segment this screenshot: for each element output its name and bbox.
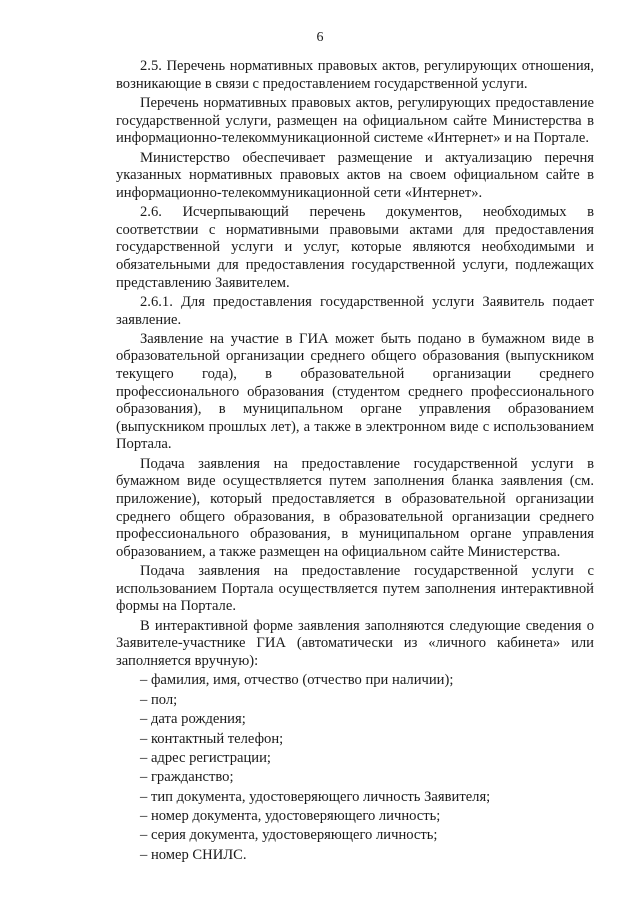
- paragraph-paper-submission: Подача заявления на предоставление государственной услуги в бумажном виде осуществляется путем заполнения бланка заявления (см. приложение), который предоставляется в образовательной организации среднего общего образования, в образовательной организации среднего профессионального образования, в муниципальном органе управления образованием, а также размещен на официальном сайте Министерства.: [116, 455, 594, 560]
- list-item: – номер СНИЛС.: [140, 846, 247, 863]
- list-item: – номер документа, удостоверяющего личность;: [140, 808, 441, 825]
- paragraph-application-submission: Заявление на участие в ГИА может быть подано в бумажном виде в образовательной организации среднего общего образования (выпускником текущего года), в образовательной организации среднего профессионального образования (студентом среднего профессионального образования), в муниципальном органе управления образованием (выпускником прошлых лет), а также в электронном виде с использованием Портала.: [116, 330, 594, 453]
- paragraph-ministry-updates: Министерство обеспечивает размещение и актуализацию перечня указанных нормативных правовых актов на своем официальном сайте в информационно-телекоммуникационной сети «Интернет».: [116, 149, 594, 201]
- document-body: [116, 58, 594, 866]
- paragraph-2-6-1: 2.6.1. Для предоставления государственной услуги Заявитель подает заявление.: [116, 293, 594, 328]
- paragraph-portal-submission: Подача заявления на предоставление государственной услуги с использованием Портала осуществляется путем заполнения интерактивной формы на Портале.: [116, 563, 594, 615]
- list-item: – контактный телефон;: [140, 730, 284, 747]
- list-item: – гражданство;: [140, 769, 234, 786]
- page-number: 6: [316, 30, 324, 45]
- paragraph-acts-list-location: Перечень нормативных правовых актов, регулирующих предоставление государственной услуги, размещен на официальном сайте Министерства в информационно-телекоммуникационной системе «Интернет» и на Портале.: [116, 94, 594, 147]
- list-item: – фамилия, имя, отчество (отчество при наличии);: [140, 672, 454, 689]
- paragraph-2-5: 2.5. Перечень нормативных правовых актов, регулирующих отношения, возникающие в связи с предоставлением государственной услуги.: [116, 58, 594, 92]
- list-item: – тип документа, удостоверяющего личность Заявителя;: [140, 788, 491, 805]
- paragraph-interactive-form: В интерактивной форме заявления заполняются следующие сведения о Заявителе-участнике ГИА (автоматически из «личного кабинета» или заполняется вручную):: [116, 617, 594, 669]
- list-item: – пол;: [140, 691, 178, 708]
- list-item: – серия документа, удостоверяющего личность;: [140, 827, 438, 844]
- list-item: – дата рождения;: [140, 711, 246, 728]
- paragraph-2-6: 2.6. Исчерпывающий перечень документов, необходимых в соответствии с нормативными правовыми актами для предоставления государственной услуги и услуг, которые являются необходимыми и обязательными для предоставления государственной услуги, подлежащих представлению Заявителем.: [116, 204, 594, 291]
- applicant-fields-list: [116, 672, 594, 864]
- list-item: – адрес регистрации;: [140, 749, 271, 766]
